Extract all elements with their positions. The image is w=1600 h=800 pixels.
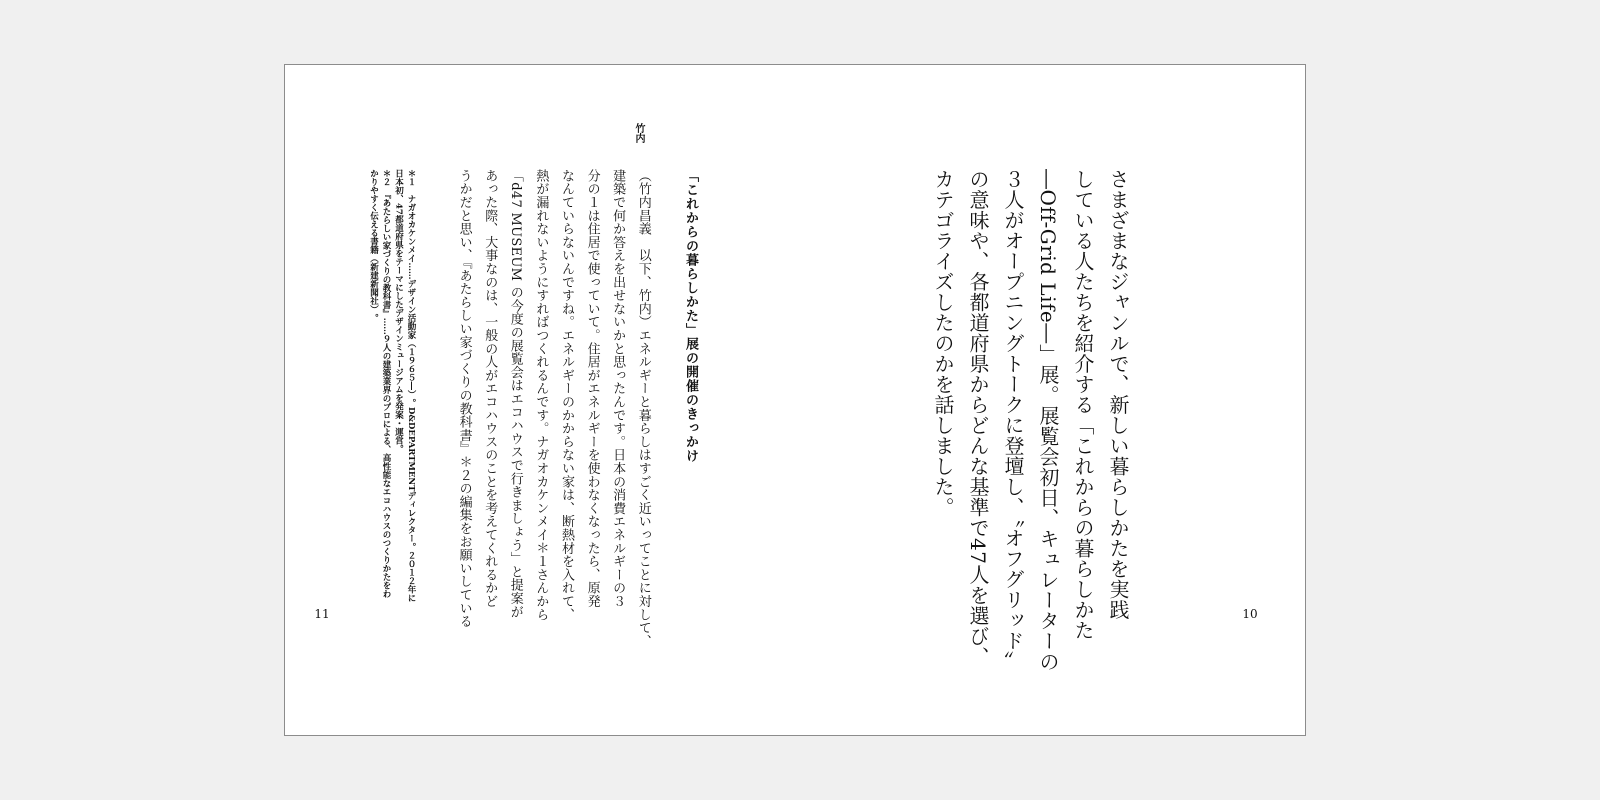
footnotes: ＊１ ナガオカケンメイ……デザイン活動家（１９６５―）。D&DEPARTMENTディレクター。２０１２年に 日本初、47都道府県をテーマにしたデザインミュージアムを発案・運営。 ＊２ 『あたらしい家づくりの教科書』……９人の建築業界のプロによる、高性能なエコハウスのつくりかたをわ かりやすく伝える書籍（新建新聞社）。: [368, 169, 416, 602]
dialogue-text: （竹内昌義 以下、竹内）エネルギーと暮らしはすごく近いってことに対して、 建築で何か答えを出せないかと思ったんです。日本の消費エネルギーの３ 分の１は住居で使っていて。住居がエネルギーを使わなくなったら、原発 なんていらないんですね。エネルギーのかからない家は、断熱材を入れて、 熱が漏れないようにすればつくれるんです。ナガオカケンメイ＊１さんから 「d47 MUSEUM の今度の展覧会はエコハウスで行きましょう」と提案が あった際、大事なのは、一般の人がエコハウスのことを考えてくれるかど うかだと思い、『あたらしい家づくりの教科書』＊２の編集をお願いしている: [456, 169, 651, 648]
book-spread: [284, 64, 1306, 736]
section-subheading: 「これからの暮らしかた」展の開催のきっかけ: [683, 169, 698, 463]
page-number-right: 10: [1242, 607, 1258, 621]
intro-paragraph: さまざまなジャンルで、新しい暮らしかたを実践 している人たちを紹介する「これからの暮らしかた ―Off-Grid Life―」展。展覧会初日、キュレーターの ３人がオープニングトークに登壇し、〝オフグリッド〟 の意味や、各都道府県からどんな基準で47人を選び、 カテゴライズしたのかを話しました。: [931, 169, 1130, 672]
speaker-label: 竹内: [633, 123, 644, 143]
page-number-left: 11: [314, 607, 330, 621]
